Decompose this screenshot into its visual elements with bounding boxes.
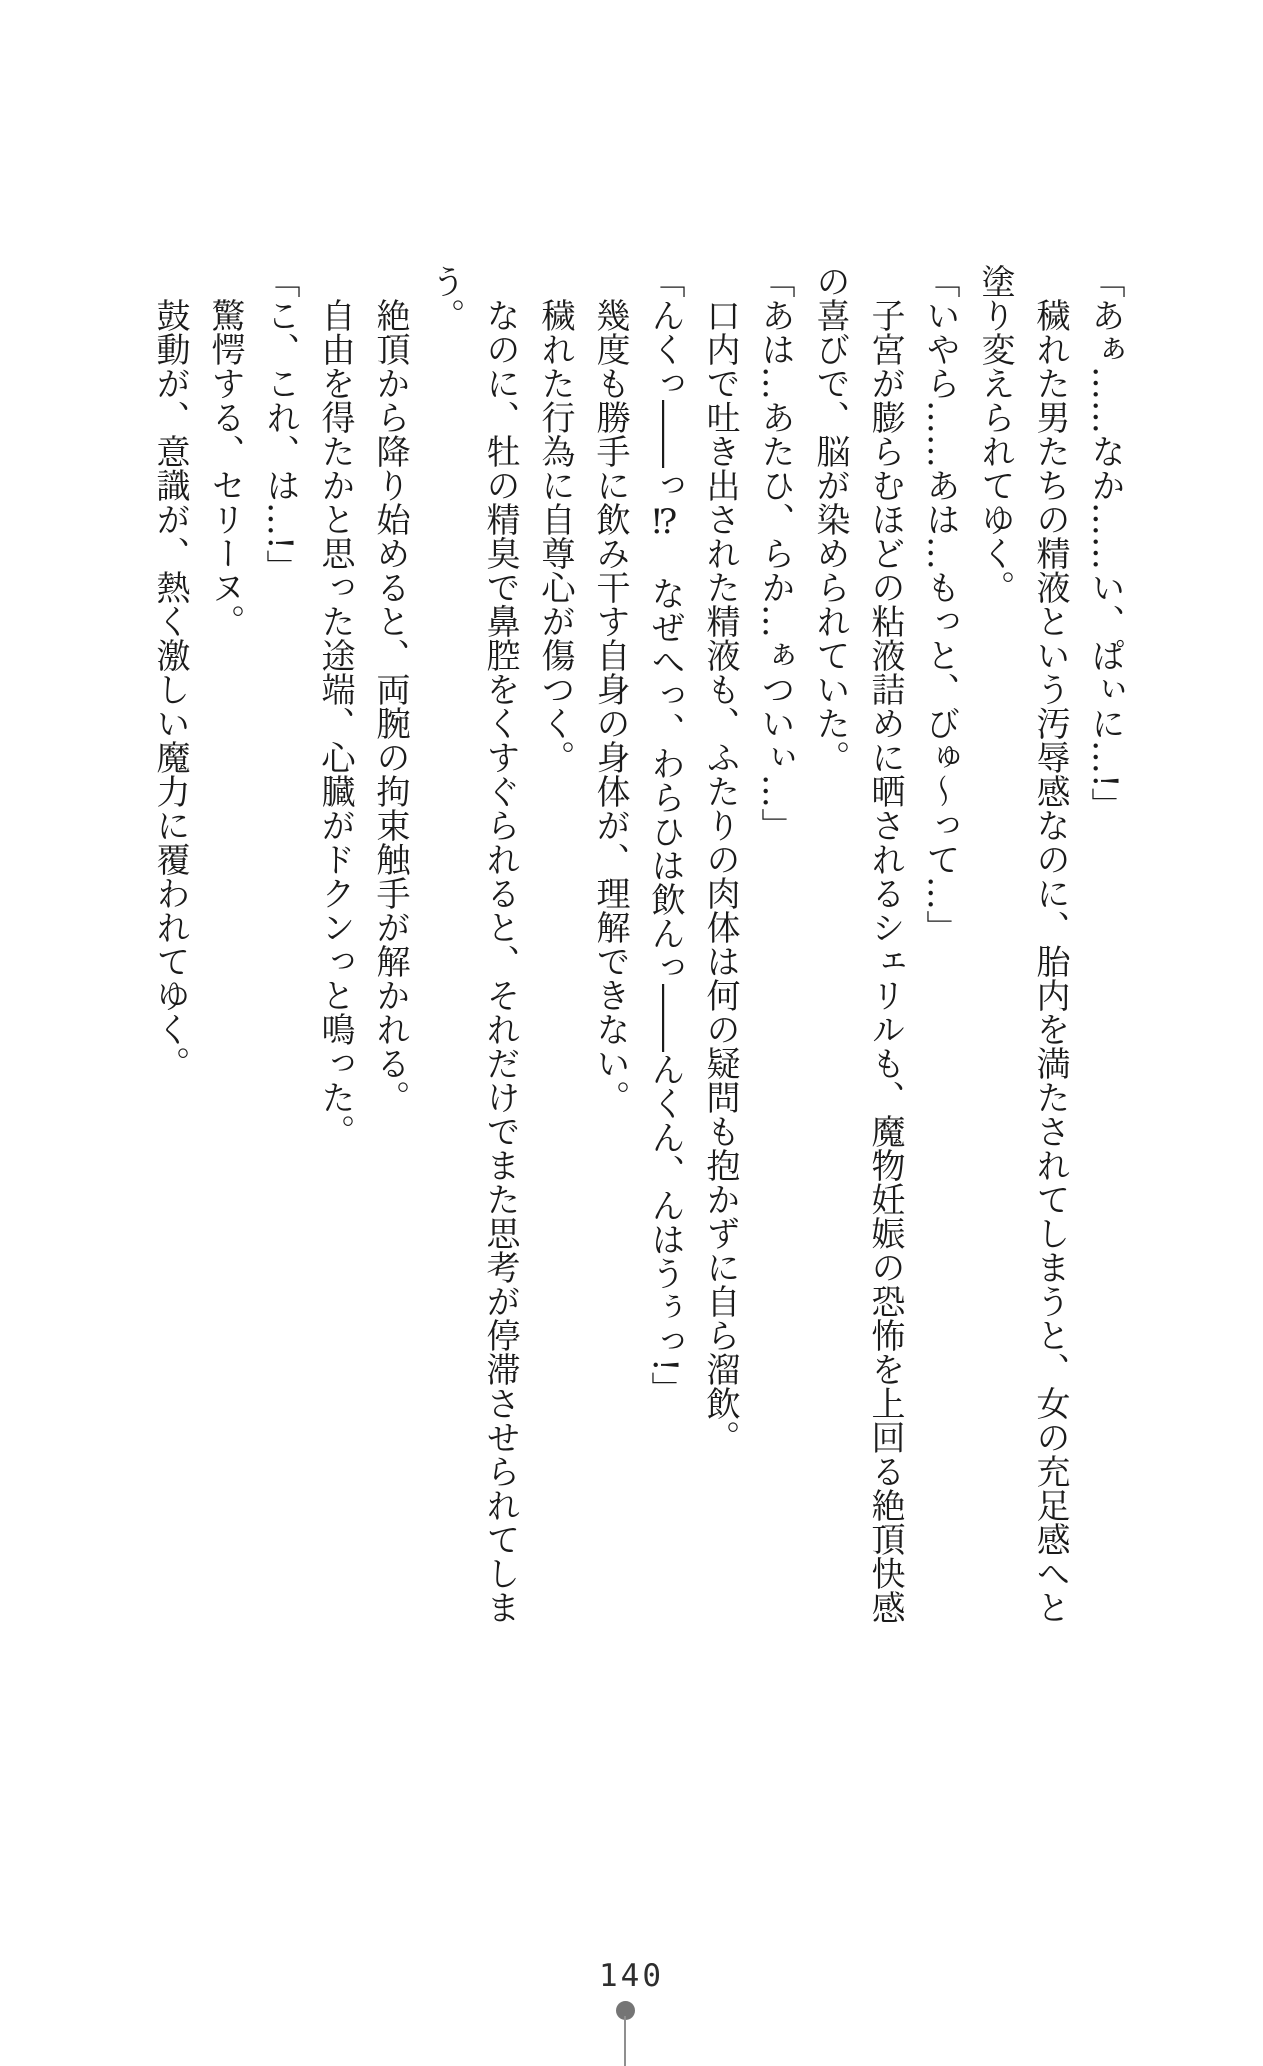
paragraph-narrative: 穢れた男たちの精液という汚辱感なのに、胎内を満たされてしまうと、女の充足感へと塗り変えられてゆく。 <box>975 264 1070 1624</box>
paragraph-dialogue: 「いやら……あは…もっと、びゅ〜って…」 <box>920 264 960 944</box>
page-marker-line <box>624 2016 626 2066</box>
paragraph-narrative: なのに、牡の精臭で鼻腔をくすぐられると、それだけでまた思考が停滞させられてしまう。 <box>425 264 520 1624</box>
paragraph-dialogue: 「あぁ……なか……い、ぱぃに…!」 <box>1085 264 1125 822</box>
paragraph-narrative: 驚愕する、セリーヌ。 <box>205 298 245 638</box>
paragraph-narrative: 鼓動が、意識が、熱く激しい魔力に覆われてゆく。 <box>150 298 190 1080</box>
paragraph-narrative: 穢れた行為に自尊心が傷つく。 <box>535 298 575 774</box>
paragraph-narrative: 自由を得たかと思った途端、心臓がドクンっと鳴った。 <box>315 298 355 1148</box>
paragraph-narrative: 幾度も勝手に飲み干す自身の身体が、理解できない。 <box>590 298 630 1114</box>
paragraph-narrative: 口内で吐き出された精液も、ふたりの肉体は何の疑問も抱かずに自ら溜飲。 <box>700 298 740 1454</box>
paragraph-dialogue: 「んくっ――っ⁉ なぜへっ、わらひは飲んっ――んくん、んはうぅっ!」 <box>645 264 685 1406</box>
paragraph-narrative: 子宮が膨らむほどの粘液詰めに晒されるシェリルも、魔物妊娠の恐怖を上回る絶頂快感の喜びで、脳が染められていた。 <box>810 264 905 1624</box>
paragraph-dialogue: 「あは…あたひ、らか…ぁついぃ…」 <box>755 264 795 842</box>
paragraph-narrative: 絶頂から降り始めると、両腕の拘束触手が解かれる。 <box>370 298 410 1114</box>
paragraph-dialogue: 「こ、これ、は…!」 <box>260 264 300 584</box>
page-number: 140 <box>599 1958 664 1994</box>
text-area <box>142 264 1132 1642</box>
